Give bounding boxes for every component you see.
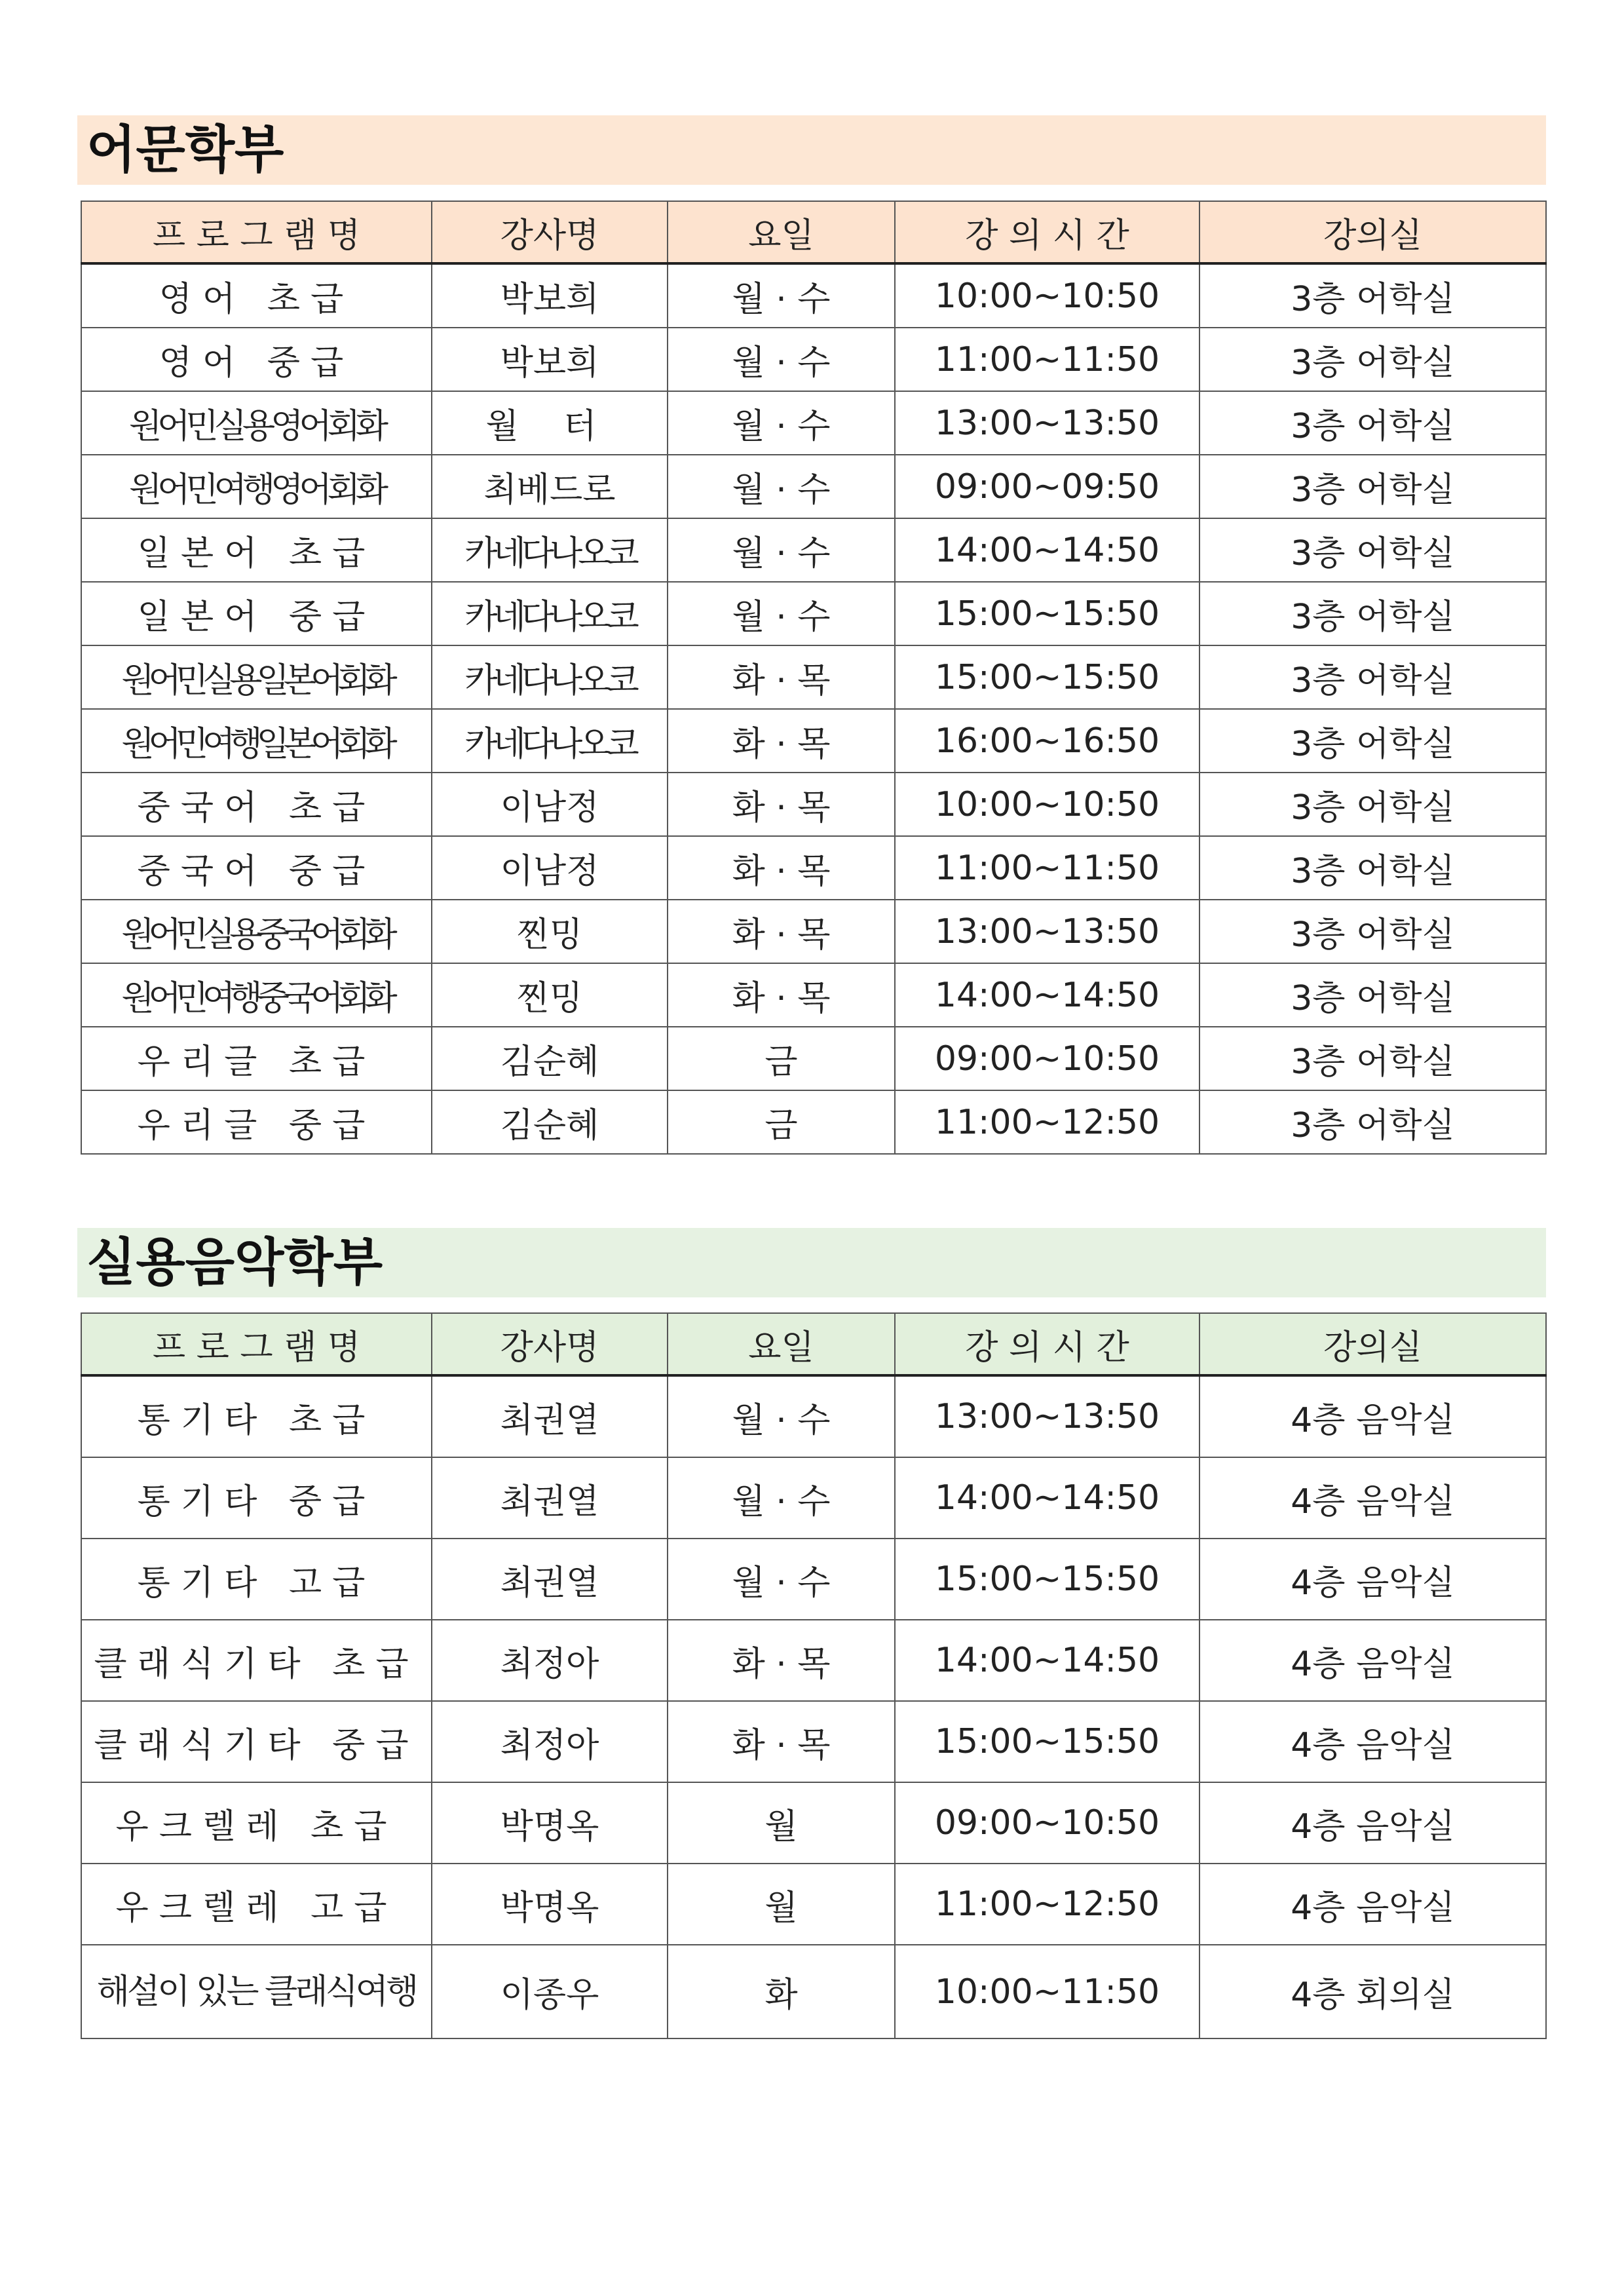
table-row	[81, 1782, 1546, 1864]
room-cell: 4층 음악실	[1199, 1701, 1546, 1782]
day-cell: 월 · 수	[668, 455, 895, 518]
table-header-row	[81, 201, 1546, 263]
day-cell: 월 · 수	[668, 1457, 895, 1539]
table-row	[81, 263, 1546, 328]
header-day: 요일	[668, 1313, 895, 1375]
table-header-row	[81, 1313, 1546, 1375]
instructor-cell: 김순혜	[432, 1090, 668, 1154]
program-cell: 중국어 초급	[81, 773, 432, 836]
time-cell: 14:00~14:50	[895, 518, 1199, 582]
table-row	[81, 328, 1546, 391]
room-cell: 4층 음악실	[1199, 1782, 1546, 1864]
instructor-cell: 카네다나오코	[432, 709, 668, 773]
program-cell: 해설이 있는 클래식여행	[81, 1945, 432, 2038]
program-cell: 클래식기타 초급	[81, 1620, 432, 1701]
language-schedule-table	[81, 201, 1547, 1155]
day-cell: 화 · 목	[668, 836, 895, 900]
time-cell: 13:00~13:50	[895, 900, 1199, 963]
room-cell: 3층 어학실	[1199, 582, 1546, 645]
time-cell: 09:00~10:50	[895, 1027, 1199, 1090]
program-cell: 일본어 중급	[81, 582, 432, 645]
header-time: 강 의 시 간	[895, 1313, 1199, 1375]
time-cell: 15:00~15:50	[895, 1701, 1199, 1782]
table-row	[81, 1620, 1546, 1701]
day-cell: 월 · 수	[668, 582, 895, 645]
day-cell: 월	[668, 1864, 895, 1945]
room-cell: 3층 어학실	[1199, 709, 1546, 773]
instructor-cell: 카네다나오코	[432, 645, 668, 709]
instructor-cell: 찐밍	[432, 900, 668, 963]
table-row	[81, 836, 1546, 900]
header-instructor: 강사명	[432, 201, 668, 263]
table-row	[81, 1539, 1546, 1620]
time-cell: 15:00~15:50	[895, 1539, 1199, 1620]
program-cell: 원어민여행영어회화	[81, 455, 432, 518]
header-day: 요일	[668, 201, 895, 263]
day-cell: 월 · 수	[668, 518, 895, 582]
language-section-title: 어문학부	[77, 115, 1546, 185]
day-cell: 금	[668, 1090, 895, 1154]
day-cell: 월 · 수	[668, 328, 895, 391]
instructor-cell: 박명옥	[432, 1864, 668, 1945]
time-cell: 11:00~12:50	[895, 1864, 1199, 1945]
program-cell: 원어민여행중국어회화	[81, 963, 432, 1027]
table-row	[81, 1090, 1546, 1154]
program-cell: 우크렐레 고급	[81, 1864, 432, 1945]
time-cell: 13:00~13:50	[895, 1375, 1199, 1457]
table-row	[81, 1864, 1546, 1945]
program-cell: 원어민실용중국어회화	[81, 900, 432, 963]
time-cell: 14:00~14:50	[895, 1457, 1199, 1539]
instructor-cell: 박보희	[432, 328, 668, 391]
room-cell: 4층 음악실	[1199, 1864, 1546, 1945]
instructor-cell: 최베드로	[432, 455, 668, 518]
program-cell: 우리글 초급	[81, 1027, 432, 1090]
room-cell: 3층 어학실	[1199, 773, 1546, 836]
day-cell: 화 · 목	[668, 1701, 895, 1782]
room-cell: 3층 어학실	[1199, 1090, 1546, 1154]
program-cell: 우리글 중급	[81, 1090, 432, 1154]
table-row	[81, 582, 1546, 645]
time-cell: 13:00~13:50	[895, 391, 1199, 455]
day-cell: 화 · 목	[668, 963, 895, 1027]
time-cell: 10:00~10:50	[895, 773, 1199, 836]
instructor-cell: 최권열	[432, 1457, 668, 1539]
day-cell: 화 · 목	[668, 1620, 895, 1701]
room-cell: 3층 어학실	[1199, 836, 1546, 900]
time-cell: 11:00~12:50	[895, 1090, 1199, 1154]
header-program: 프 로 그 램 명	[81, 201, 432, 263]
day-cell: 화 · 목	[668, 709, 895, 773]
instructor-cell: 최정아	[432, 1620, 668, 1701]
day-cell: 화 · 목	[668, 645, 895, 709]
time-cell: 10:00~10:50	[895, 263, 1199, 328]
day-cell: 화	[668, 1945, 895, 2038]
header-room: 강의실	[1199, 201, 1546, 263]
instructor-cell: 박보희	[432, 263, 668, 328]
music-section-title: 실용음악학부	[77, 1228, 1546, 1297]
table-row	[81, 645, 1546, 709]
day-cell: 금	[668, 1027, 895, 1090]
table-row	[81, 1457, 1546, 1539]
instructor-cell: 이남정	[432, 836, 668, 900]
time-cell: 15:00~15:50	[895, 645, 1199, 709]
instructor-cell: 최권열	[432, 1539, 668, 1620]
instructor-cell: 최정아	[432, 1701, 668, 1782]
table-row	[81, 900, 1546, 963]
room-cell: 4층 음악실	[1199, 1457, 1546, 1539]
program-cell: 영어 초급	[81, 263, 432, 328]
table-row	[81, 963, 1546, 1027]
instructor-cell: 찐밍	[432, 963, 668, 1027]
program-cell: 원어민실용영어회화	[81, 391, 432, 455]
day-cell: 월 · 수	[668, 263, 895, 328]
table-row	[81, 1027, 1546, 1090]
table-row	[81, 1701, 1546, 1782]
room-cell: 3층 어학실	[1199, 963, 1546, 1027]
day-cell: 화 · 목	[668, 900, 895, 963]
instructor-cell: 박명옥	[432, 1782, 668, 1864]
instructor-cell: 이남정	[432, 773, 668, 836]
time-cell: 09:00~10:50	[895, 1782, 1199, 1864]
day-cell: 월	[668, 1782, 895, 1864]
instructor-cell: 카네다나오코	[432, 582, 668, 645]
time-cell: 15:00~15:50	[895, 582, 1199, 645]
room-cell: 3층 어학실	[1199, 328, 1546, 391]
table-row	[81, 455, 1546, 518]
day-cell: 월 · 수	[668, 391, 895, 455]
day-cell: 화 · 목	[668, 773, 895, 836]
program-cell: 중국어 중급	[81, 836, 432, 900]
program-cell: 우크렐레 초급	[81, 1782, 432, 1864]
program-cell: 클래식기타 중급	[81, 1701, 432, 1782]
instructor-cell: 카네다나오코	[432, 518, 668, 582]
table-row	[81, 1945, 1546, 2038]
day-cell: 월 · 수	[668, 1539, 895, 1620]
table-row	[81, 518, 1546, 582]
room-cell: 3층 어학실	[1199, 900, 1546, 963]
room-cell: 3층 어학실	[1199, 391, 1546, 455]
instructor-cell: 김순혜	[432, 1027, 668, 1090]
time-cell: 11:00~11:50	[895, 328, 1199, 391]
program-cell: 원어민실용일본어회화	[81, 645, 432, 709]
instructor-cell: 최권열	[432, 1375, 668, 1457]
room-cell: 4층 음악실	[1199, 1375, 1546, 1457]
program-cell: 영어 중급	[81, 328, 432, 391]
table-row	[81, 1375, 1546, 1457]
table-row	[81, 391, 1546, 455]
day-cell: 월 · 수	[668, 1375, 895, 1457]
room-cell: 4층 회의실	[1199, 1945, 1546, 2038]
room-cell: 4층 음악실	[1199, 1620, 1546, 1701]
room-cell: 3층 어학실	[1199, 645, 1546, 709]
program-cell: 일본어 초급	[81, 518, 432, 582]
program-cell: 통기타 초급	[81, 1375, 432, 1457]
header-instructor: 강사명	[432, 1313, 668, 1375]
time-cell: 14:00~14:50	[895, 1620, 1199, 1701]
header-program: 프 로 그 램 명	[81, 1313, 432, 1375]
time-cell: 11:00~11:50	[895, 836, 1199, 900]
room-cell: 3층 어학실	[1199, 455, 1546, 518]
table-row	[81, 709, 1546, 773]
table-row	[81, 773, 1546, 836]
program-cell: 통기타 중급	[81, 1457, 432, 1539]
program-cell: 원어민여행일본어회화	[81, 709, 432, 773]
room-cell: 3층 어학실	[1199, 1027, 1546, 1090]
music-schedule-table	[81, 1312, 1547, 2039]
room-cell: 3층 어학실	[1199, 518, 1546, 582]
time-cell: 09:00~09:50	[895, 455, 1199, 518]
header-time: 강 의 시 간	[895, 201, 1199, 263]
room-cell: 3층 어학실	[1199, 263, 1546, 328]
header-room: 강의실	[1199, 1313, 1546, 1375]
time-cell: 16:00~16:50	[895, 709, 1199, 773]
time-cell: 14:00~14:50	[895, 963, 1199, 1027]
room-cell: 4층 음악실	[1199, 1539, 1546, 1620]
program-cell: 통기타 고급	[81, 1539, 432, 1620]
instructor-cell: 월 터	[432, 391, 668, 455]
instructor-cell: 이종우	[432, 1945, 668, 2038]
time-cell: 10:00~11:50	[895, 1945, 1199, 2038]
